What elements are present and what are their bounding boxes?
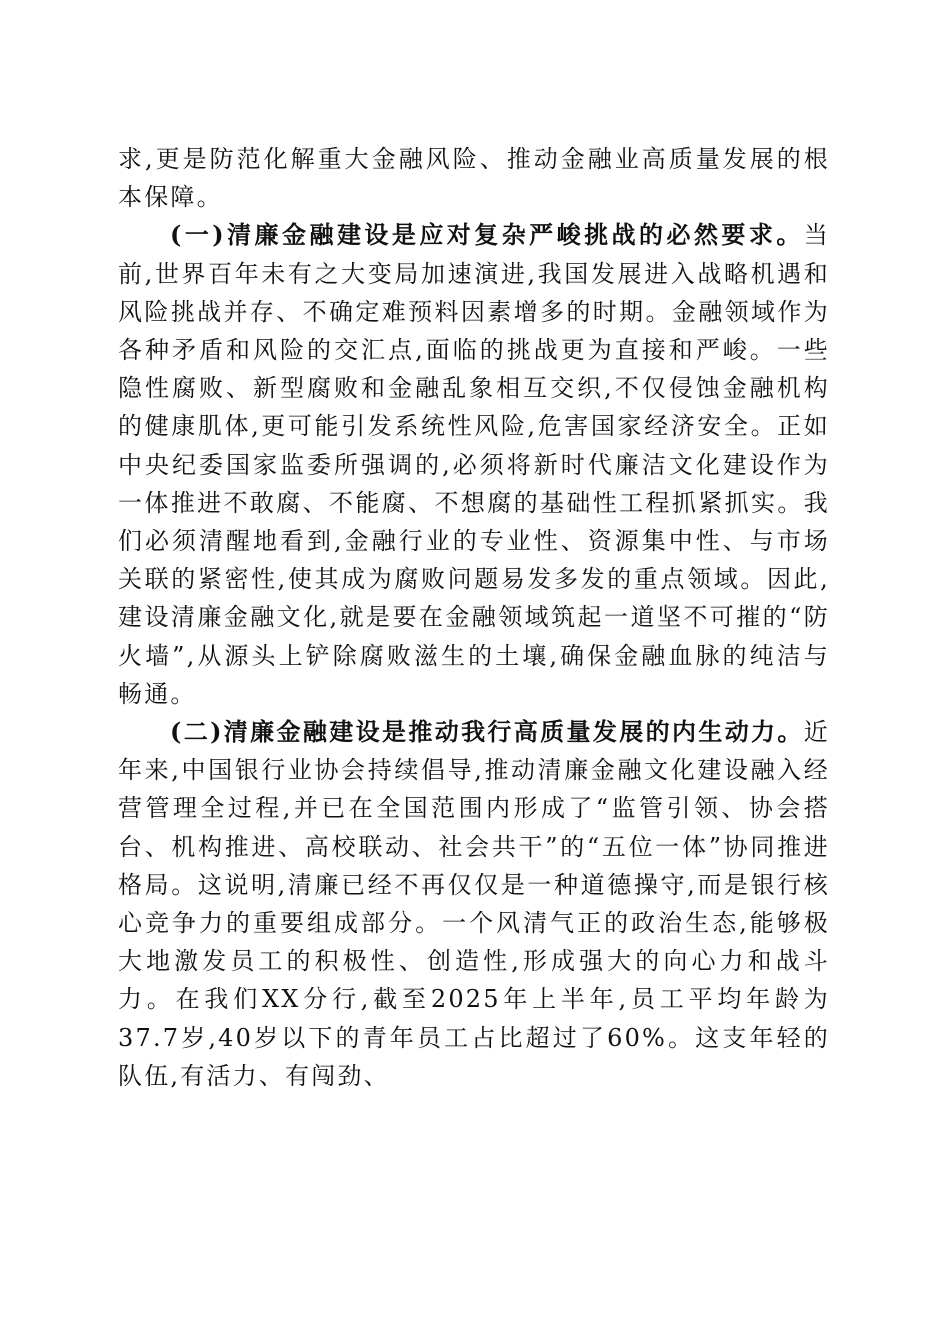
paragraph-continuation: [118, 140, 830, 216]
section-one-heading: (一)清廉金融建设是应对复杂严峻挑战的必然要求。: [170, 220, 804, 250]
paragraph-text: 求,更是防范化解重大金融风险、推动金融业高质量发展的根本保障。: [118, 145, 830, 212]
paragraph-section-one: [118, 216, 830, 713]
section-two-body: 近年来,中国银行业协会持续倡导,推动清廉金融文化建设融入经营管理全过程,并已在全国范围内形成了“监管引领、协会搭台、机构推进、高校联动、社会共干”的“五位一体”协同推进格局。这说明,清廉已经不再仅仅是一种道德操守,而是银行核心竞争力的重要组成部分。一个风清气正的政治生态,能够极大地激发员工的积极性、创造性,形成强大的向心力和战斗力。在我们XX分行,截至2025年上半年,员工平均年龄为37.7岁,40岁以下的青年员工占比超过了60%。这支年轻的队伍,有活力、有闯劲、: [118, 718, 830, 1090]
section-two-heading: (二)清廉金融建设是推动我行高质量发展的内生动力。: [170, 717, 804, 747]
paragraph-section-two: [118, 713, 830, 1095]
document-page: [118, 140, 830, 1095]
section-one-body: 当前,世界百年未有之大变局加速演进,我国发展进入战略机遇和风险挑战并存、不确定难预料因素增多的时期。金融领域作为各种矛盾和风险的交汇点,面临的挑战更为直接和严峻。一些隐性腐败、新型腐败和金融乱象相互交织,不仅侵蚀金融机构的健康肌体,更可能引发系统性风险,危害国家经济安全。正如中央纪委国家监委所强调的,必须将新时代廉洁文化建设作为一体推进不敢腐、不能腐、不想腐的基础性工程抓紧抓实。我们必须清醒地看到,金融行业的专业性、资源集中性、与市场关联的紧密性,使其成为腐败问题易发多发的重点领域。因此,建设清廉金融文化,就是要在金融领域筑起一道坚不可摧的“防火墙”,从源头上铲除腐败滋生的土壤,确保金融血脉的纯洁与畅通。: [118, 221, 830, 708]
